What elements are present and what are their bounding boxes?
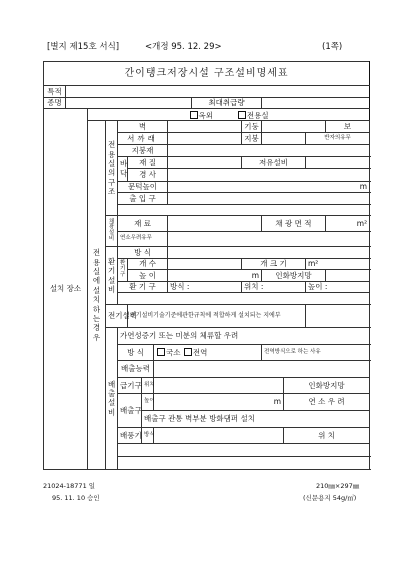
label-floor-material: 재 질 <box>128 156 168 169</box>
label-intake-net: 인화방지망 <box>284 377 370 394</box>
label-entrance: 출 입 구 <box>118 193 168 205</box>
intake-position-label: 위치 <box>142 377 154 394</box>
label-item: 종명 <box>44 97 66 109</box>
exh-capacity-value[interactable] <box>154 361 370 378</box>
fan-method-label: 방식 <box>142 427 154 444</box>
label-vent-count: 개 수 <box>128 258 168 270</box>
label-vent-height: 높 이 <box>128 270 168 282</box>
label-install-place: 설치 장소 <box>44 109 88 470</box>
label-window-material: 재 료 <box>118 216 168 231</box>
label-rafter: 서까래 <box>118 132 168 144</box>
label-slope: 경 사 <box>128 169 168 182</box>
label-window: 채광설비 <box>106 216 118 247</box>
port-position-label: 위치 : <box>242 281 306 293</box>
rafter-value[interactable] <box>168 132 242 144</box>
label-burn-risk: 연 소 우 려 <box>284 394 370 411</box>
window-material-value[interactable] <box>168 216 262 231</box>
paper-type: (신문용지 54g/㎡) <box>303 494 357 502</box>
label-room-structure: 전용실의 구조 <box>106 121 118 216</box>
port-method-label: 방식 : <box>168 281 242 293</box>
label-outlet: 배출구 <box>118 394 142 427</box>
vent-count-value[interactable] <box>168 258 242 270</box>
electrical-note: 전기설비기술기준에관한규칙에 적합하게 설치되는 지에부 <box>128 304 306 327</box>
vent-method-value[interactable] <box>168 247 370 259</box>
fan-method-value[interactable] <box>154 427 284 444</box>
full-label: 전역 <box>192 348 208 358</box>
form-number: [별지 제15호 서식] <box>47 42 120 52</box>
outdoor-label: 옥외 <box>198 110 213 120</box>
vent-height-unit: m <box>168 270 262 282</box>
item-value[interactable] <box>66 97 192 109</box>
label-threshold-height: 문턱높이 <box>118 181 168 193</box>
exhaust-condition: 가연성증기 또는 미분의 체류할 우려 <box>118 327 370 344</box>
label-vent-method: 방 식 <box>118 247 168 259</box>
label-vent-port: 환 기 구 <box>118 281 168 293</box>
label-vent-size: 개 크 기 <box>242 258 306 270</box>
page-number: (1쪽) <box>322 42 343 52</box>
label-vent-hole: 환기구 <box>118 258 128 281</box>
approval-date: 95. 11. 10 승인 <box>52 494 100 502</box>
outdoor-checkbox[interactable] <box>190 111 198 119</box>
threshold-height-unit: m <box>168 181 370 193</box>
full-checkbox[interactable] <box>184 348 192 356</box>
structure-equipment-form <box>43 61 370 470</box>
wall-value[interactable] <box>168 121 242 133</box>
label-location: 특적 <box>44 86 66 98</box>
label-exh-capacity: 배출능력 <box>118 361 154 378</box>
label-max-storage: 최대취급량 <box>192 97 262 109</box>
hole-net-value[interactable] <box>326 270 370 282</box>
light-area-unit: m² <box>326 216 370 231</box>
entrance-value[interactable] <box>168 193 370 205</box>
structure-spare-row <box>118 204 370 216</box>
form-code: 21024-18771 일 <box>43 482 96 490</box>
label-wall: 벽 <box>118 121 168 133</box>
label-exh-method: 방 식 <box>118 344 154 361</box>
storage-equip-value[interactable] <box>306 156 370 169</box>
label-smoke-vent: 연소우려유무 <box>118 231 168 246</box>
label-storage-equip: 저유설비 <box>242 156 306 169</box>
label-electrical: 전기설비 <box>106 304 128 327</box>
label-roof: 지붕 <box>242 132 262 144</box>
exh-method-options <box>154 344 262 361</box>
form-title: 간이탱크저장시설 구조설비명세표 <box>44 62 370 86</box>
exhaust-spare-row-2 <box>118 456 370 469</box>
dedicated-room-checkbox[interactable] <box>238 111 246 119</box>
location-value[interactable] <box>66 86 370 98</box>
pillar-value[interactable] <box>262 121 326 133</box>
exhaust-spare-row-1 <box>118 444 370 457</box>
smoke-vent-value[interactable] <box>168 231 370 246</box>
outlet-height-label: 높이 <box>142 394 154 411</box>
label-ventilation: 환기설비 <box>106 247 118 305</box>
label-exhaust: 배출설비 <box>106 327 118 469</box>
roof-cover-value[interactable] <box>168 145 370 157</box>
place-options <box>88 109 370 121</box>
label-fan-position: 위 치 <box>284 427 370 444</box>
paper-size: 210㎜×297㎜ <box>316 482 360 490</box>
label-intake: 급기구 <box>118 377 142 394</box>
label-hole-net: 인화방지망 <box>262 270 326 282</box>
intake-position-value[interactable] <box>154 377 284 394</box>
label-flammable-use: 반자의유무 <box>306 132 370 144</box>
label-exh-fan: 배풍기 <box>118 427 142 444</box>
full-note: 전역방식으로 하는 사유 <box>262 344 370 361</box>
vent-size-unit: m² <box>306 258 370 270</box>
local-checkbox[interactable] <box>157 348 165 356</box>
label-pillar: 기둥 <box>242 121 262 133</box>
local-label: 국소 <box>166 348 181 358</box>
label-dedicated-case: 전용실에 설치하는 경우 <box>88 121 106 470</box>
vent-spare-row <box>118 293 370 305</box>
slope-value[interactable] <box>168 169 370 182</box>
label-floor: 바닥 <box>118 156 128 181</box>
roof-value[interactable] <box>262 132 306 144</box>
label-beam: 보 <box>326 121 370 133</box>
max-storage-value[interactable] <box>262 97 370 109</box>
duct-damper-label: 배출구 관통 벽부분 방화댐퍼 설치 <box>142 410 370 427</box>
dedicated-room-label: 전용실 <box>246 110 269 120</box>
label-light-area: 채 광 면 적 <box>262 216 326 231</box>
electrical-value[interactable] <box>306 304 370 327</box>
port-height-label: 높이 : <box>306 281 370 293</box>
floor-material-value[interactable] <box>168 156 242 169</box>
label-roof-cover: 지붕재 <box>118 145 168 157</box>
revision-date: <개정 95. 12. 29> <box>145 42 222 52</box>
outlet-height-unit: m <box>154 394 284 411</box>
